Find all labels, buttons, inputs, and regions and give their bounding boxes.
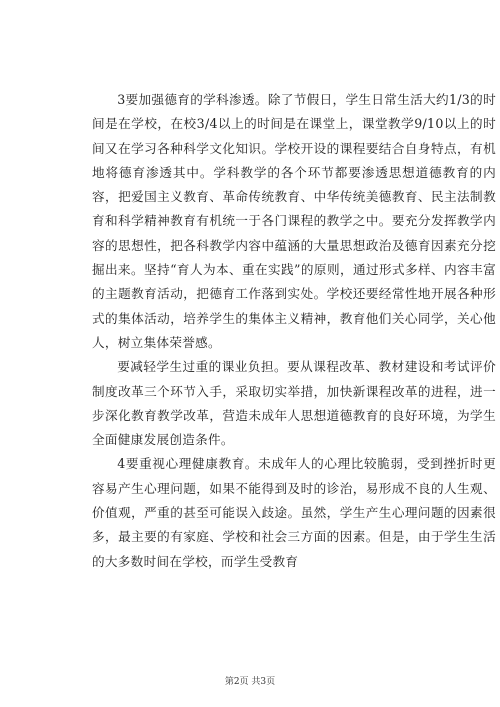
- document-body: [92, 88, 496, 574]
- paragraph-3: 4要重视心理健康教育。未成年人的心理比较脆弱，受到挫折时更容易产生心理问题，如果不能得到及时的诊治，易形成不良的人生观、价值观，严重的甚至可能误入歧途。虽然，学生产生心理问题的因素很多，最主要的有家庭、学校和社会三方面的因素。但是，由于学生生活的大多数时间在学校，而学生受教育: [92, 456, 496, 569]
- paragraph-2: 要减轻学生过重的课业负担。要从课程改革、教材建设和考试评价制度改革三个环节入手，采取切实举措，加快新课程改革的进程，进一步深化教育教学改革，营造未成年人思想道德教育的良好环境，为学生全面健康发展创造条件。: [92, 359, 496, 448]
- page-footer: 第2页 共3页: [224, 677, 276, 687]
- paragraph-1: 3要加强德育的学科渗透。除了节假日，学生日常生活大约1/3的时间是在学校，在校3/4以上的时间是在课堂上，课堂教学9/10以上的时间又在学习各种科学文化知识。学校开设的课程要结合自身特点，有机地将德育渗透其中。学科教学的各个环节都要渗透思想道德教育的内容，把爱国主义教育、革命传统教育、中华传统美德教育、民主法制教育和科学精神教育有机统一于各门课程的教学之中。要充分发挥教学内容的思想性，把各科教学内容中蕴涵的大量思想政治及德育因素充分挖掘出来。坚持“育人为本、重在实践”的原则，通过形式多样、内容丰富的主题教育活动，把德育工作落到实处。学校还要经常性地开展各种形式的集体活动，培养学生的集体主义精神，教育他们关心同学，关心他人，树立集体荣誉感。: [92, 92, 496, 350]
